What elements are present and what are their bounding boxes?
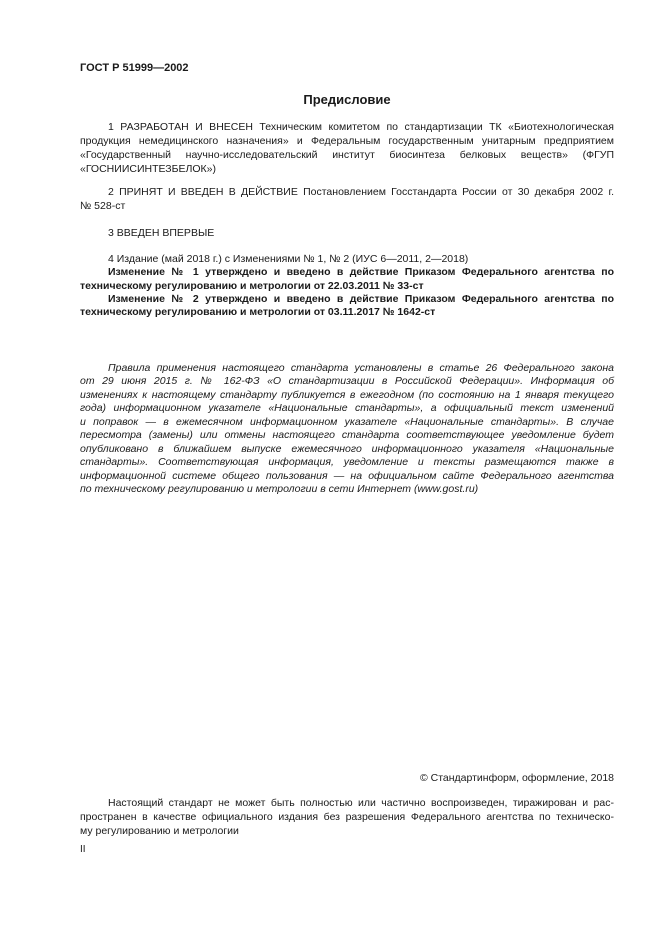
change-2-line-1: Изменение № 2 утверждено и введено в действие Приказом Федерального агентства по: [108, 292, 614, 305]
reproduction-notice: [80, 796, 614, 838]
notice-line-2: от 29 июня 2015 г. № 162-ФЗ «О стандартизации в Российской Федерации». Информация об: [80, 375, 614, 388]
preface-item-3: [80, 226, 614, 240]
standard-application-notice: [80, 362, 614, 497]
notice-line-8: стандарты». Соответствующая информация, уведомление и тексты размещаются также в: [80, 456, 614, 469]
preface-item-4: [80, 253, 614, 319]
preface-item-1-line-3: «Государственный научно-исследовательский институт биосинтеза белковых веществ» (ФГУП: [80, 149, 614, 161]
notice-line-1: Правила применения настоящего стандарта установлены в статье 26 Федерального закона: [108, 362, 614, 374]
reproduction-line-2: пространен в качестве официального издания без разрешения Федерального агентства по техническо-: [80, 811, 614, 823]
notice-line-7: опубликовано в ближайшем выпуске ежемесячного информационного указателя «Национальные: [80, 442, 614, 455]
notice-line-6: пересмотра (замены) или отмены настоящего стандарта соответствующее уведомление будет: [80, 429, 614, 442]
preface-item-2-line-1: 2 ПРИНЯТ И ВВЕДЕН В ДЕЙСТВИЕ Постановлением Госстандарта России от 30 декабря 2002 г.: [108, 186, 614, 198]
notice-line-5: и поправок — в ежемесячном информационном указателе «Национальные стандарты». В случае: [80, 415, 614, 428]
preface-item-1-line-4: «ГОСНИИСИНТЕЗБЕЛОК»): [80, 163, 217, 175]
document-code: ГОСТ Р 51999—2002: [80, 62, 189, 74]
page-number: II: [80, 844, 86, 855]
change-1-line-2: техническому регулированию и метрологии от 22.03.2011 № 33-ст: [80, 279, 424, 292]
preface-item-1-line-1: 1 РАЗРАБОТАН И ВНЕСЕН Техническим комитетом по стандартизации ТК «Биотехнологическая: [108, 121, 614, 133]
notice-line-10: по техническому регулированию и метрологии в сети Интернет (www.gost.ru): [80, 483, 479, 496]
notice-line-4: года) информационном указателе «Национальные стандарты», а официальный текст изменений: [80, 402, 614, 415]
preface-item-2-line-2: № 528-ст: [80, 200, 126, 212]
copyright-notice: [80, 771, 614, 785]
reproduction-line-3: му регулированию и метрологии: [80, 825, 239, 837]
preface-item-2: [80, 185, 614, 213]
preface-item-3-line-1: 3 ВВЕДЕН ВПЕРВЫЕ: [108, 227, 215, 239]
preface-item-1-line-2: продукция немедицинского назначения» и Федеральным государственным унитарным предприятием: [80, 135, 614, 147]
preface-item-1: [80, 120, 614, 176]
page-title: Предисловие: [303, 92, 391, 107]
change-1-line-1: Изменение № 1 утверждено и введено в действие Приказом Федерального агентства по: [108, 266, 614, 279]
notice-line-9: информационной системе общего пользования — на официальном сайте Федерального агентства: [80, 469, 614, 482]
copyright-text: © Стандартинформ, оформление, 2018: [419, 772, 614, 784]
change-2-line-2: техническому регулированию и метрологии от 03.11.2017 № 1642-ст: [80, 306, 436, 319]
edition-info: 4 Издание (май 2018 г.) с Изменениями № 1, № 2 (ИУС 6—2011, 2—2018): [108, 253, 469, 265]
reproduction-line-1: Настоящий стандарт не может быть полностью или частично воспроизведен, тиражирован и рас-: [108, 797, 614, 809]
notice-line-3: изменениях к настоящему стандарту публикуется в ежегодном (по состоянию на 1 января текущего: [80, 388, 614, 401]
